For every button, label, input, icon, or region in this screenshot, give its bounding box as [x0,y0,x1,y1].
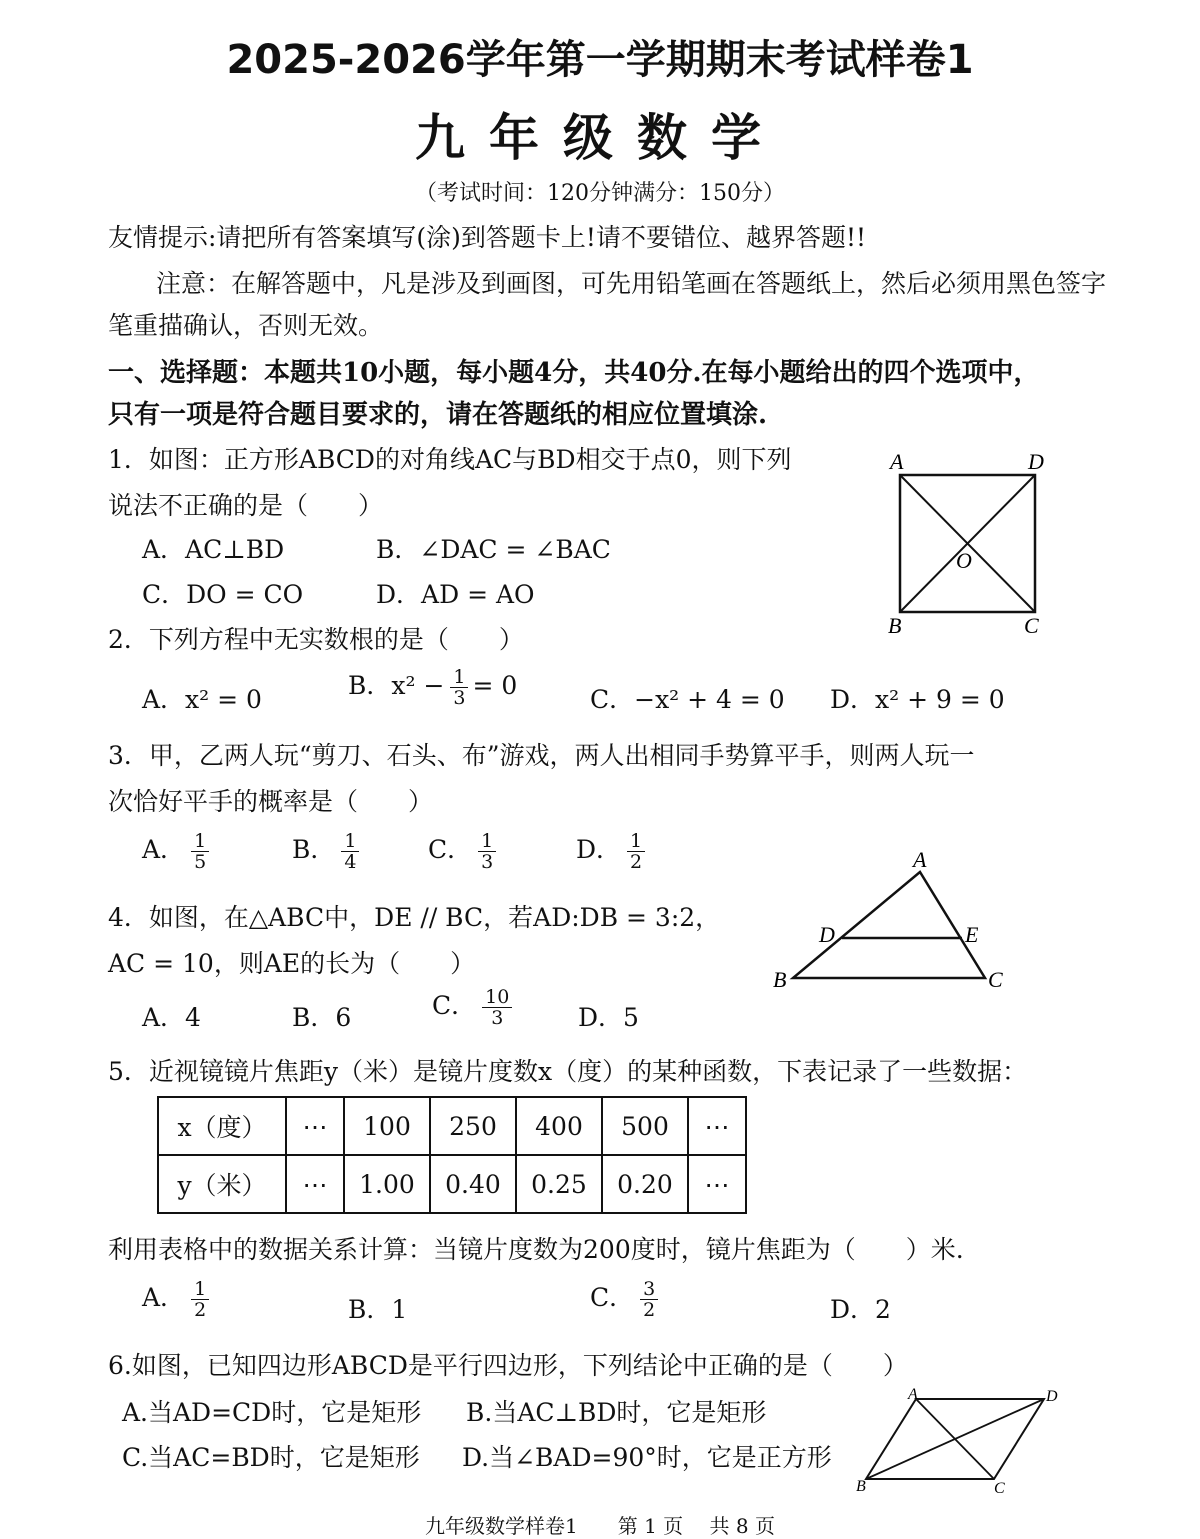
q6-option-b: B.当AC⊥BD时，它是矩形 [466,1398,767,1427]
q1-label-b: B [888,613,902,638]
q3-option-a-label: A． [142,835,186,864]
q3-option-d-label: D． [576,835,622,864]
q5-option-b: B．1 [348,1295,408,1324]
q5-cell: y（米） [158,1155,286,1213]
q2-option-b-prefix: B．x² − [348,671,445,700]
q2-option-b-num: 1 [450,667,468,688]
q4-label-a: A [913,847,927,872]
q5-option-c [590,1278,658,1320]
q5-cell: ⋯ [688,1155,746,1213]
q5-row-x [158,1097,746,1155]
q3-option-a-den: 5 [194,851,207,873]
q3-option-b [292,830,359,872]
note-line-1: 注意：在解答题中，凡是涉及到画图，可先用铅笔画在答题纸上，然后必须用黑色签字 [156,269,1107,298]
q6-option-c: C.当AC=BD时，它是矩形 [122,1443,420,1472]
q5-cell: 100 [344,1097,430,1155]
q5-row-y [158,1155,746,1213]
q3-stem-2: 次恰好平手的概率是（ ） [108,787,434,816]
exam-info: （考试时间：120分钟满分：150分） [415,181,785,206]
section1-heading-1: 一、选择题：本题共10小题，每小题4分，共40分.在每小题给出的四个选项中， [108,358,1040,388]
q3-option-c-den: 3 [481,851,494,873]
q6-option-a: A.当AD=CD时，它是矩形 [122,1398,422,1427]
q5-cell: 250 [430,1097,516,1155]
q6-label-c: C [994,1480,1005,1495]
q5-data-table [157,1096,747,1214]
q2-option-d: D．x² + 9 = 0 [830,685,1005,714]
q2-option-c: C．−x² + 4 = 0 [590,685,785,714]
q5-cell: 0.25 [516,1155,602,1213]
q4-label-b: B [773,967,787,992]
q3-option-d [576,830,645,872]
q4-option-c-num: 10 [482,987,512,1008]
q5-cell: 1.00 [344,1155,430,1213]
q2-stem: 2．下列方程中无实数根的是（ ） [108,625,524,654]
q5-cell: 500 [602,1097,688,1155]
q5-option-c-num: 3 [640,1279,658,1300]
q5-cell: 0.20 [602,1155,688,1213]
q3-option-b-num: 1 [341,831,359,852]
q1-square-figure [880,445,1060,640]
q6-stem: 6.如图，已知四边形ABCD是平行四边形，下列结论中正确的是（ ） [108,1351,908,1380]
q4-option-b: B．6 [292,1003,352,1032]
q6-parallelogram-figure [848,1385,1066,1495]
q5-cell: ⋯ [286,1097,344,1155]
q5-cell: 400 [516,1097,602,1155]
exam-title: 2025-2026学年第一学期期末考试样卷1 [226,37,974,83]
q4-triangle-figure [765,845,1015,995]
q3-option-d-num: 1 [627,831,645,852]
q2-option-b-suffix: = 0 [472,671,518,700]
q5-stem-2: 利用表格中的数据关系计算：当镜片度数为200度时，镜片焦距为（ ）米. [108,1235,964,1264]
q4-label-d: D [819,922,835,947]
q3-option-b-den: 4 [344,851,357,873]
q2-option-b-fraction [450,667,468,708]
q6-label-d: D [1046,1388,1058,1405]
q1-option-c: C．DO = CO [142,580,304,609]
q1-label-d: D [1028,449,1044,474]
q1-stem-2: 说法不正确的是（ ） [108,491,384,520]
q4-label-e: E [965,922,979,947]
subject-title: 九年级数学 [415,109,785,167]
q2-option-b-den: 3 [453,687,466,709]
q4-option-a: A．4 [142,1003,201,1032]
q6-option-d: D.当∠BAD=90°时，它是正方形 [462,1443,832,1472]
q3-option-c-label: C． [428,835,473,864]
q1-label-o: O [956,548,972,573]
q5-option-c-label: C． [590,1283,635,1312]
q2-option-a: A．x² = 0 [142,685,262,714]
q1-label-a: A [890,449,904,474]
q5-option-a-num: 1 [191,1279,209,1300]
q3-option-a-num: 1 [191,831,209,852]
q4-option-d: D．5 [578,1003,639,1032]
q5-option-d: D．2 [830,1295,891,1324]
q6-label-a: A [908,1386,918,1403]
q4-label-c: C [988,967,1003,992]
q3-option-d-den: 2 [630,851,643,873]
q3-option-a [142,830,209,872]
q5-cell: 0.40 [430,1155,516,1213]
q3-stem-1: 3．甲，乙两人玩“剪刀、石头、布”游戏，两人出相同手势算平手，则两人玩一 [108,741,975,770]
q4-option-c [432,986,512,1028]
q3-option-c [428,830,496,872]
q4-stem-2: AC = 10，则AE的长为（ ） [108,949,476,978]
q4-option-c-label: C． [432,991,477,1020]
q3-option-c-num: 1 [478,831,496,852]
q5-cell: x（度） [158,1097,286,1155]
q5-option-a [142,1278,209,1320]
q2-option-b [348,666,517,708]
q1-option-b: B．∠DAC = ∠BAC [376,535,611,564]
q1-label-c: C [1024,613,1039,638]
q4-option-c-den: 3 [491,1007,504,1029]
q5-option-c-den: 2 [643,1299,656,1321]
section1-heading-2: 只有一项是符合题目要求的，请在答题纸的相应位置填涂. [108,400,768,430]
q6-label-b: B [856,1478,866,1495]
q1-option-a: A．AC⊥BD [142,535,285,564]
q5-cell: ⋯ [286,1155,344,1213]
q5-option-a-den: 2 [194,1299,207,1321]
q1-stem-1: 1．如图：正方形ABCD的对角线AC与BD相交于点0，则下列 [108,445,792,474]
page-footer: 九年级数学样卷1 第 1 页 共 8 页 [425,1514,775,1538]
q5-option-a-label: A． [142,1283,186,1312]
q5-cell: ⋯ [688,1097,746,1155]
q4-stem-1: 4．如图，在△ABC中，DE // BC，若AD:DB = 3:2， [108,903,721,932]
q1-option-d: D．AD = AO [376,580,535,609]
q5-stem-1: 5．近视镜镜片焦距y（米）是镜片度数x（度）的某种函数，下表记录了一些数据： [108,1057,1028,1086]
friendly-tip: 友情提示:请把所有答案填写(涂)到答题卡上!请不要错位、越界答题!! [108,223,867,252]
q3-option-b-label: B． [292,835,336,864]
note-line-2: 笔重描确认，否则无效。 [108,311,384,340]
